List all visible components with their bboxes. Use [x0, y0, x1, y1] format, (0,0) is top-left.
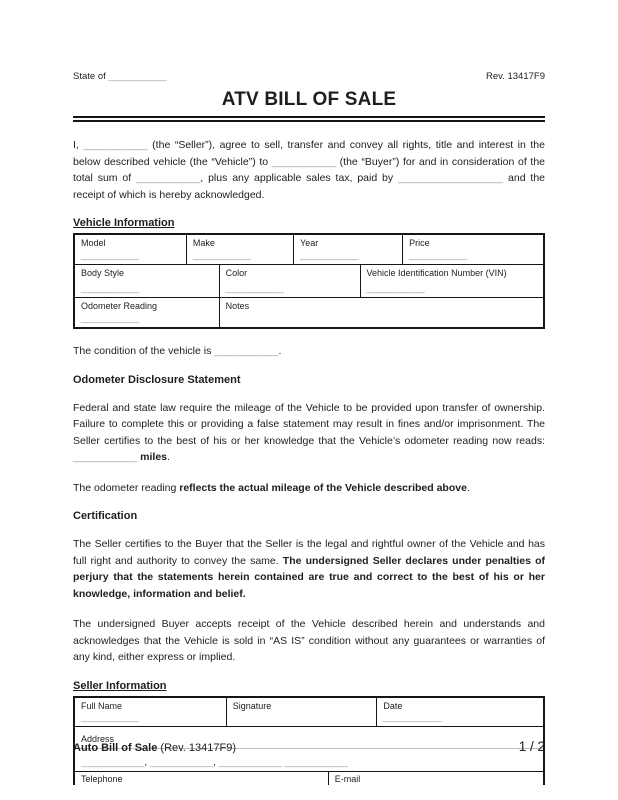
title-divider [73, 116, 545, 122]
field-label: Telephone [81, 773, 123, 784]
document-title: ATV BILL OF SALE [221, 89, 397, 110]
field-label: Signature [232, 700, 272, 711]
blank-line: ___________ [81, 313, 140, 324]
text-run: (the “Buyer”) for and in consideration of the total sum of [73, 155, 545, 184]
intro-paragraph [73, 137, 545, 203]
vehicle-information-table [73, 233, 545, 329]
seller-information-heading: Seller Information [73, 679, 167, 692]
odometer-disclosure-heading: Odometer Disclosure Statement [73, 373, 241, 386]
condition-line [73, 343, 545, 360]
blank-line: ___________ [81, 283, 140, 294]
text-run: Auto Bill of Sale [73, 742, 158, 754]
odometer-paragraph [73, 400, 545, 466]
revision-number: Rev. 13417F9 [486, 71, 545, 82]
vehicle-information-heading: Vehicle Information [73, 217, 175, 229]
page-content [73, 0, 545, 785]
blank-line: ___________ [192, 250, 252, 261]
paid-by-blank-line: __________________ [398, 172, 504, 184]
footer-document-name [73, 742, 236, 754]
field-date [376, 698, 543, 726]
total-sum-blank-line: ___________ [136, 172, 201, 184]
field-label: Body Style [81, 268, 125, 278]
field-label: Model [81, 238, 106, 248]
field-label: Color [225, 268, 248, 278]
seller-certification-paragraph [73, 536, 545, 602]
zip-blank-line: ____________ [284, 756, 348, 768]
field-odometer-reading [75, 298, 219, 327]
field-label: Full Name [81, 700, 123, 711]
field-telephone [75, 772, 328, 785]
field-label: Year [300, 238, 319, 248]
field-signature [226, 698, 377, 726]
text-run: and the receipt of which is hereby acknowledged. [73, 172, 545, 201]
field-label: Price [409, 238, 430, 248]
text-run: . [278, 345, 282, 357]
table-row [75, 235, 543, 264]
field-label: E-mail [334, 773, 361, 784]
meta-row [73, 0, 545, 82]
condition-blank-line: ___________ [214, 345, 279, 357]
text-run: The condition of the vehicle is [73, 345, 215, 357]
blank-line: ___________ [383, 711, 442, 723]
text-run: miles [140, 451, 168, 463]
field-label: Notes [225, 301, 250, 311]
field-price [402, 235, 543, 264]
field-label: Make [192, 238, 215, 248]
text-run: Federal and state law require the mileage of the Vehicle to be provided upon transfer of ownership. Failure to complete this or providing a false statement may result in fines and/or imprisonment. The Seller certifies to the best of his or her knowledge that the Vehicle’s odometer reading now reads: [73, 401, 545, 447]
blank-line: ___________ [366, 283, 425, 294]
text-run: . [167, 451, 170, 463]
state-line [73, 71, 167, 82]
table-row [75, 297, 543, 327]
field-vin [360, 265, 543, 297]
table-row [75, 771, 543, 785]
text-run: The undersigned Buyer accepts receipt of the Vehicle described herein and understands and acknowledges that the Vehicle is sold in “AS IS” condition without any guarantees or warranties of any kind, either express or implied. [73, 618, 545, 663]
certification-heading: Certification [73, 510, 138, 522]
text-run: , [213, 756, 219, 768]
field-model [75, 235, 186, 264]
city-blank-line: ____________ [149, 756, 214, 768]
blank-line: ___________ [409, 250, 468, 261]
blank-line: ___________ [225, 283, 284, 294]
table-row [75, 264, 543, 297]
blank-line: ___________ [300, 250, 359, 261]
text-run: State of [73, 71, 109, 82]
buyer-acceptance-paragraph [73, 616, 545, 666]
field-color [219, 265, 360, 297]
blank-line: ___________ [81, 711, 140, 723]
buyer-name-blank-line: ___________ [271, 155, 337, 168]
field-body-style [75, 265, 219, 297]
odometer-reading-blank-line: ___________ [73, 451, 138, 463]
field-label: Odometer Reading [81, 301, 158, 311]
field-year [293, 235, 402, 264]
text-run: (the “Seller”), agree to sell, transfer and convey all rights, title and interest in the below described vehicle (the “Vehicle”) to [73, 139, 545, 168]
field-full-name [75, 698, 226, 726]
text-run: The odometer reading [73, 481, 180, 494]
field-label: Address [81, 733, 115, 744]
seller-name-blank-line: ___________ [83, 139, 148, 151]
field-make [186, 235, 293, 264]
table-row [75, 698, 543, 726]
text-run: , [144, 756, 150, 768]
street-blank-line: ____________ [81, 756, 145, 768]
field-label: Date [383, 700, 403, 711]
page-footer [73, 739, 545, 754]
text-run: The undersigned Seller declares under penalties of perjury that the statements herein contained are true and correct to the best of his or her knowledge, information and belief. [73, 554, 545, 600]
text-run: . [466, 481, 470, 494]
page-number: 1 / 2 [518, 739, 545, 754]
text-run: (Rev. 13417F9) [157, 742, 237, 754]
state-blank-line: ____________ [218, 756, 282, 768]
odometer-statement-line [73, 480, 545, 497]
state-blank-line: ___________ [108, 71, 167, 82]
text-run: The Seller certifies to the Buyer that the Seller is the legal and rightful owner of the Vehicle and has full right and authority to convey the same. [73, 538, 545, 567]
text-run: , plus any applicable sales tax, paid by [200, 172, 399, 184]
field-notes [219, 298, 543, 327]
field-email [328, 772, 543, 785]
text-run: I, [73, 139, 84, 151]
blank-line: ___________ [81, 250, 140, 261]
field-label: Vehicle Identification Number (VIN) [366, 268, 507, 278]
text-run: reflects the actual mileage of the Vehicle described above [179, 481, 467, 494]
